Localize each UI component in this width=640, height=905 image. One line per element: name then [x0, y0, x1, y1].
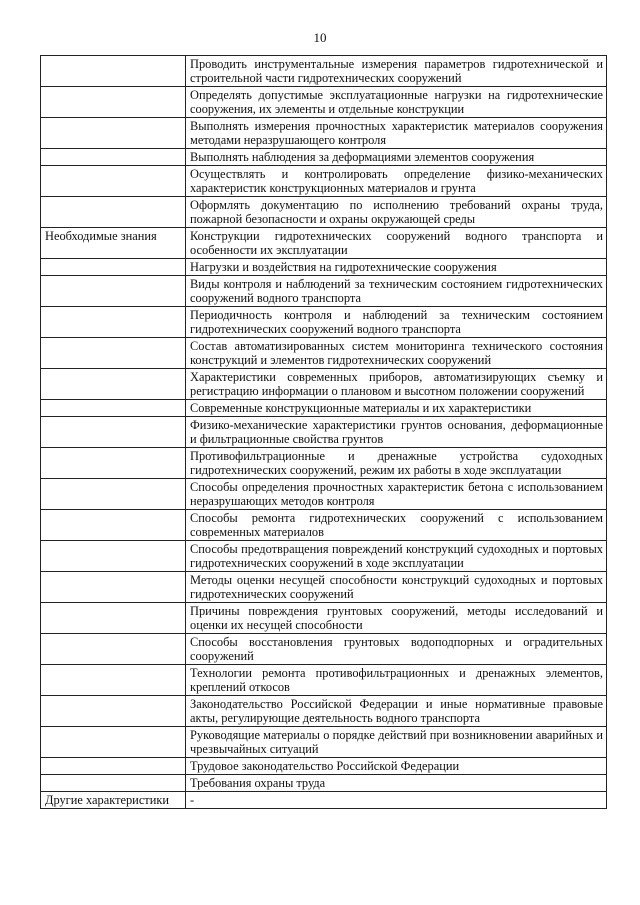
row-label: [41, 56, 186, 87]
table-row: [41, 696, 607, 727]
row-label: Другие характеристики: [41, 792, 186, 809]
row-text: Требования охраны труда: [186, 775, 607, 792]
row-text: Современные конструкционные материалы и их характеристики: [186, 400, 607, 417]
row-text: Законодательство Российской Федерации и иные нормативные правовые акты, регулирующие деятельность водного транспорта: [186, 696, 607, 727]
row-text: Характеристики современных приборов, автоматизирующих съемку и регистрацию информации о плановом и высотном положении сооружений: [186, 369, 607, 400]
row-text: Руководящие материалы о порядке действий при возникновении аварийных и чрезвычайных ситуаций: [186, 727, 607, 758]
row-text: Осуществлять и контролировать определение физико-механических характеристик конструкционных материалов и грунта: [186, 166, 607, 197]
row-text: Трудовое законодательство Российской Федерации: [186, 758, 607, 775]
table-row: [41, 276, 607, 307]
row-text: Физико-механические характеристики грунтов основания, деформационные и фильтрационные свойства грунтов: [186, 417, 607, 448]
table-row: [41, 118, 607, 149]
row-text: -: [186, 792, 607, 809]
row-label: [41, 276, 186, 307]
row-label: [41, 448, 186, 479]
row-text: Периодичность контроля и наблюдений за техническим состоянием гидротехнических сооружений водного транспорта: [186, 307, 607, 338]
row-text: Причины повреждения грунтовых сооружений, методы исследований и оценки их несущей способности: [186, 603, 607, 634]
table-row: [41, 149, 607, 166]
table-row: [41, 510, 607, 541]
table-row: [41, 541, 607, 572]
row-text: Состав автоматизированных систем мониторинга технического состояния конструкций и элементов гидротехнических сооружений: [186, 338, 607, 369]
row-text: Оформлять документацию по исполнению требований охраны труда, пожарной безопасности и охраны окружающей среды: [186, 197, 607, 228]
row-label: [41, 417, 186, 448]
row-text: Нагрузки и воздействия на гидротехнические сооружения: [186, 259, 607, 276]
page-number: 10: [313, 30, 327, 45]
table-row: [41, 369, 607, 400]
row-label: [41, 197, 186, 228]
row-label: [41, 603, 186, 634]
row-label: [41, 369, 186, 400]
row-label: [41, 727, 186, 758]
table-row: [41, 417, 607, 448]
table-row: [41, 665, 607, 696]
table-row: [41, 603, 607, 634]
row-label: [41, 541, 186, 572]
table-row: [41, 479, 607, 510]
table-row: [41, 307, 607, 338]
row-text: Определять допустимые эксплуатационные нагрузки на гидротехнические сооружения, их элементы и отдельные конструкции: [186, 87, 607, 118]
row-label: [41, 665, 186, 696]
row-label: [41, 758, 186, 775]
row-label: [41, 400, 186, 417]
row-text: Противофильтрационные и дренажные устройства судоходных гидротехнических сооружений, режим их работы в ходе эксплуатации: [186, 448, 607, 479]
table-row: [41, 197, 607, 228]
table-row: [41, 758, 607, 775]
table-row: [41, 338, 607, 369]
row-text: Технологии ремонта противофильтрационных и дренажных элементов, креплений откосов: [186, 665, 607, 696]
table-body: [41, 56, 607, 809]
row-text: Способы предотвращения повреждений конструкций судоходных и портовых гидротехнических сооружений в ходе эксплуатации: [186, 541, 607, 572]
row-text: Способы определения прочностных характеристик бетона с использованием неразрушающих методов контроля: [186, 479, 607, 510]
row-label: [41, 572, 186, 603]
row-label: [41, 338, 186, 369]
row-label: [41, 479, 186, 510]
row-label: [41, 149, 186, 166]
table-row: [41, 56, 607, 87]
row-label: [41, 166, 186, 197]
row-text: Способы ремонта гидротехнических сооружений с использованием современных материалов: [186, 510, 607, 541]
table-row: [41, 727, 607, 758]
row-label: [41, 696, 186, 727]
table-row: [41, 448, 607, 479]
table-row: [41, 87, 607, 118]
table-row: [41, 400, 607, 417]
row-text: Выполнять измерения прочностных характеристик материалов сооружения методами неразрушающего контроля: [186, 118, 607, 149]
row-label: [41, 259, 186, 276]
row-text: Виды контроля и наблюдений за техническим состоянием гидротехнических сооружений водного транспорта: [186, 276, 607, 307]
table-row: [41, 792, 607, 809]
row-label: [41, 775, 186, 792]
table-row: [41, 228, 607, 259]
row-label: Необходимые знания: [41, 228, 186, 259]
row-text: Выполнять наблюдения за деформациями элементов сооружения: [186, 149, 607, 166]
table-row: [41, 775, 607, 792]
table-row: [41, 572, 607, 603]
row-label: [41, 307, 186, 338]
row-text: Методы оценки несущей способности конструкций судоходных и портовых гидротехнических сооружений: [186, 572, 607, 603]
row-text: Проводить инструментальные измерения параметров гидротехнической и строительной части гидротехнических сооружений: [186, 56, 607, 87]
table-row: [41, 634, 607, 665]
requirements-table: [40, 55, 607, 809]
table-row: [41, 259, 607, 276]
table-row: [41, 166, 607, 197]
row-label: [41, 634, 186, 665]
row-label: [41, 87, 186, 118]
row-text: Способы восстановления грунтовых водоподпорных и оградительных сооружений: [186, 634, 607, 665]
row-label: [41, 510, 186, 541]
row-label: [41, 118, 186, 149]
row-text: Конструкции гидротехнических сооружений водного транспорта и особенности их эксплуатации: [186, 228, 607, 259]
